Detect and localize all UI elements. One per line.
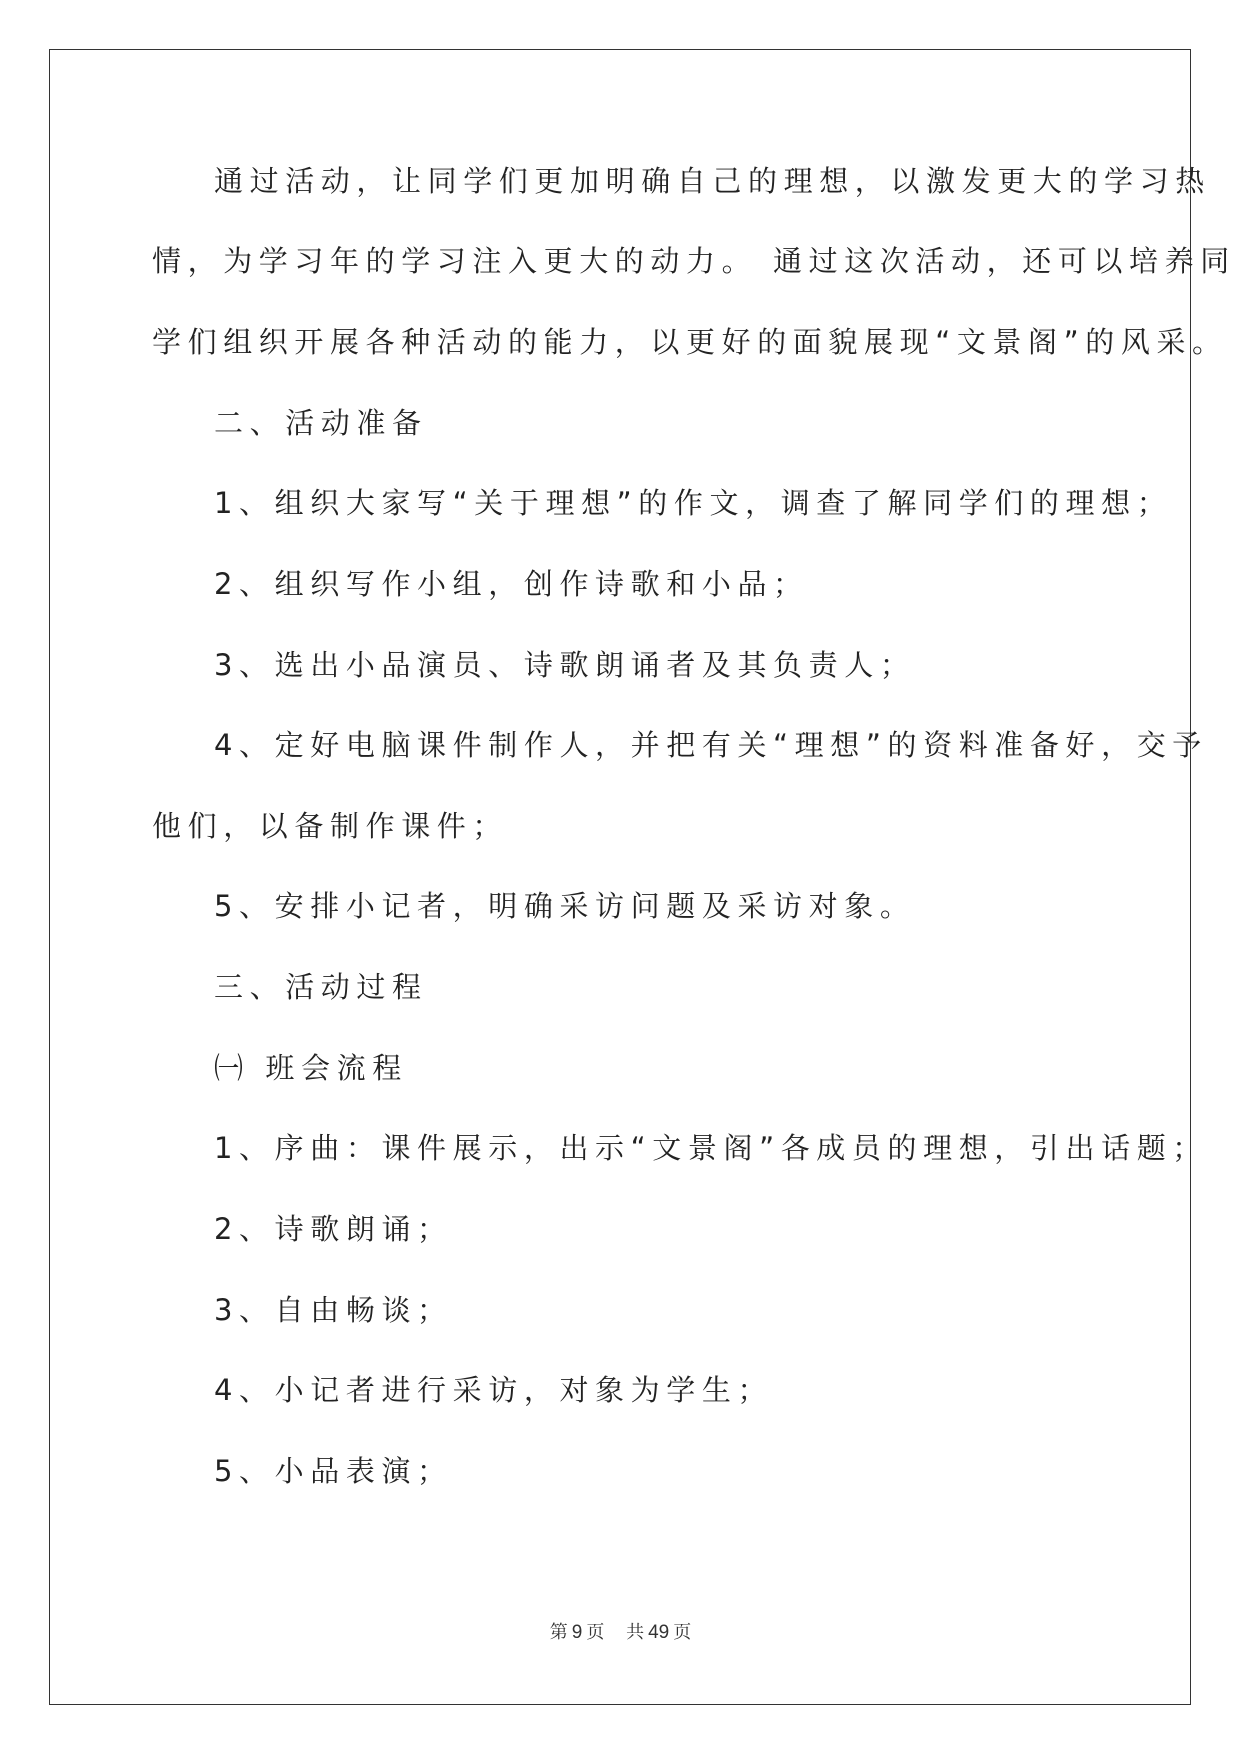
total-pages: 49 [648, 1622, 670, 1643]
list-item: 3、选出小品演员、诗歌朗诵者及其负责人； [214, 648, 916, 682]
list-item: 5、小品表演； [214, 1454, 453, 1488]
page-number: 9 [571, 1622, 583, 1643]
page-footer [0, 1618, 1241, 1644]
page-prefix: 第 [549, 1622, 568, 1643]
list-item-continuation: 他们，以备制作课件； [152, 809, 509, 843]
list-item: 4、定好电脑课件制作人，并把有关“理想”的资料准备好，交予 [214, 728, 1208, 762]
list-item: 2、组织写作小组，创作诗歌和小品； [214, 567, 809, 601]
paragraph-line: 情，为学习年的学习注入更大的动力。 通过这次活动，还可以培养同 [152, 244, 1236, 278]
total-suffix: 页 [673, 1622, 692, 1643]
list-item: 1、组织大家写“关于理想”的作文，调查了解同学们的理想； [214, 486, 1173, 520]
list-item: 5、安排小记者，明确采访问题及采访对象。 [214, 889, 916, 923]
list-item: 1、序曲：课件展示，出示“文景阁”各成员的理想，引出话题； [214, 1131, 1208, 1165]
list-item: 4、小记者进行采访，对象为学生； [214, 1373, 774, 1407]
list-item: 3、自由畅谈； [214, 1293, 453, 1327]
total-prefix: 共 [626, 1622, 645, 1643]
subsection-heading: ㈠ 班会流程 [214, 1051, 408, 1085]
list-item: 2、诗歌朗诵； [214, 1212, 453, 1246]
section-heading: 二、活动准备 [214, 406, 428, 440]
paragraph-line: 通过活动，让同学们更加明确自己的理想，以激发更大的学习热 [214, 164, 1211, 198]
page-suffix: 页 [586, 1622, 605, 1643]
paragraph-line: 学们组织开展各种活动的能力，以更好的面貌展现“文景阁”的风采。 [152, 325, 1228, 359]
section-heading: 三、活动过程 [214, 970, 428, 1004]
